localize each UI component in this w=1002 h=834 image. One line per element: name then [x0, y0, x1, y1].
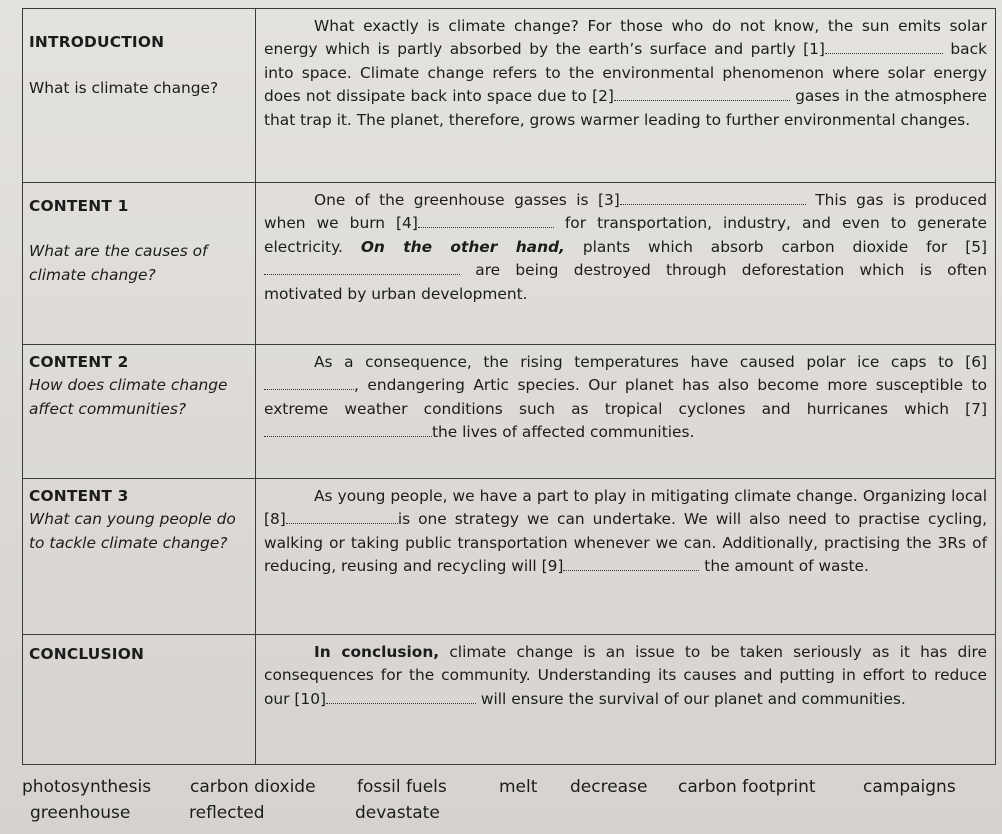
paragraph-text: , endangering Artic species. Our planet has also become more susceptible to extreme weather conditions such as tropical cyclones and hurricanes which: [264, 376, 987, 418]
paragraph-text: is one strategy we can undertake. We will also need to practise cycling, walking or taking public transportation whenever we can. Additionally, practising the 3Rs of reducing, reusing and recycling will: [264, 510, 987, 576]
blank-number: [1]: [803, 40, 825, 59]
essay-outline-table: [22, 8, 996, 765]
paragraph-text: the lives of affected communities.: [432, 423, 695, 442]
emphasis-text: In conclusion,: [314, 643, 440, 661]
section-label: CONTENT 3: [29, 487, 129, 505]
section-question: What is climate change?: [29, 79, 219, 98]
table-row: [23, 9, 996, 183]
word-bank-item: fossil fuels: [357, 777, 447, 797]
answer-blank[interactable]: [825, 40, 943, 55]
word-bank-row: [22, 774, 996, 800]
table-row: [23, 345, 996, 479]
answer-blank[interactable]: [264, 422, 432, 437]
paragraph-text: As a consequence, the rising temperatures have caused polar ice caps to: [314, 353, 954, 371]
word-bank-row: [22, 800, 996, 826]
paragraph-text: for transportation, industry, and even to generate electricity.: [264, 214, 987, 256]
paragraph-text: back into space. Climate change refers to the environmental phenomenon where solar energy does not dissipate back into space due to: [264, 40, 987, 106]
word-bank: [22, 774, 996, 826]
section-question: What are the causes of climate change?: [29, 242, 208, 284]
answer-blank[interactable]: [563, 556, 699, 571]
word-bank-item: devastate: [355, 803, 440, 823]
section-label: INTRODUCTION: [29, 33, 165, 51]
answer-blank[interactable]: [264, 260, 460, 275]
word-bank-item: reflected: [189, 803, 265, 823]
word-bank-item: carbon footprint: [678, 777, 816, 797]
section-label-cell: [23, 479, 256, 635]
blank-number: [6]: [965, 353, 987, 371]
paragraph-text: plants which absorb carbon dioxide for: [564, 237, 948, 256]
table-row: [23, 635, 996, 765]
blank-number: [2]: [592, 87, 614, 106]
answer-blank[interactable]: [286, 510, 398, 525]
word-bank-item: photosynthesis: [22, 777, 152, 797]
section-question: What can young people do to tackle climate change?: [29, 510, 236, 552]
blank-number: [9]: [541, 557, 564, 576]
answer-blank[interactable]: [620, 190, 806, 205]
table-row: [23, 479, 996, 635]
section-label: CONTENT 1: [29, 197, 129, 215]
answer-blank[interactable]: [614, 86, 790, 101]
paragraph-text: One of the greenhouse gasses is: [314, 191, 589, 209]
blank-number: [5]: [965, 237, 987, 256]
section-label: CONCLUSION: [29, 645, 145, 663]
blank-number: [3]: [598, 191, 620, 209]
paragraph-text: What exactly is climate change? For those who do not know, the sun emits solar energy which is partly absorbed by the earth’s surface and partly: [264, 17, 987, 59]
answer-blank[interactable]: [418, 214, 554, 229]
section-text-cell: [256, 9, 996, 183]
blank-number: [8]: [264, 510, 286, 529]
answer-blank[interactable]: [264, 376, 354, 391]
blank-number: [4]: [396, 214, 418, 233]
section-text-cell: [256, 183, 996, 345]
section-text-cell: [256, 345, 996, 479]
word-bank-item: greenhouse: [30, 803, 131, 823]
emphasis-text: On the other hand,: [360, 237, 565, 256]
paragraph-text: As young people, we have a part to play in mitigating climate change. Organizing local: [314, 487, 987, 505]
paragraph-text: gases in the atmosphere that trap it. The planet, therefore, grows warmer leading to further environmental changes.: [264, 87, 987, 129]
blank-number: [7]: [965, 399, 987, 418]
paragraph-text: climate change is an issue to be taken seriously as it has dire consequences for the community. Understanding its causes and putting in effort to reduce our: [264, 643, 987, 708]
blank-number: [10]: [294, 689, 326, 708]
section-label-cell: [23, 9, 256, 183]
section-text-cell: [256, 479, 996, 635]
section-label-cell: [23, 345, 256, 479]
section-label-cell: [23, 635, 256, 765]
section-text-cell: [256, 635, 996, 765]
table-row: [23, 183, 996, 345]
section-question: How does climate change affect communities?: [29, 376, 228, 418]
paragraph-text: the amount of waste.: [699, 557, 869, 576]
word-bank-item: carbon dioxide: [190, 777, 316, 797]
paragraph-text: This gas is produced when we burn: [264, 191, 987, 233]
section-label-cell: [23, 183, 256, 345]
paragraph-text: will ensure the survival of our planet and communities.: [476, 689, 906, 708]
answer-blank[interactable]: [326, 689, 476, 704]
section-label: CONTENT 2: [29, 353, 129, 371]
word-bank-item: campaigns: [863, 777, 956, 797]
paragraph-text: are being destroyed through deforestation which is often motivated by urban development.: [264, 261, 987, 303]
word-bank-item: melt: [499, 777, 538, 797]
word-bank-item: decrease: [570, 777, 648, 797]
